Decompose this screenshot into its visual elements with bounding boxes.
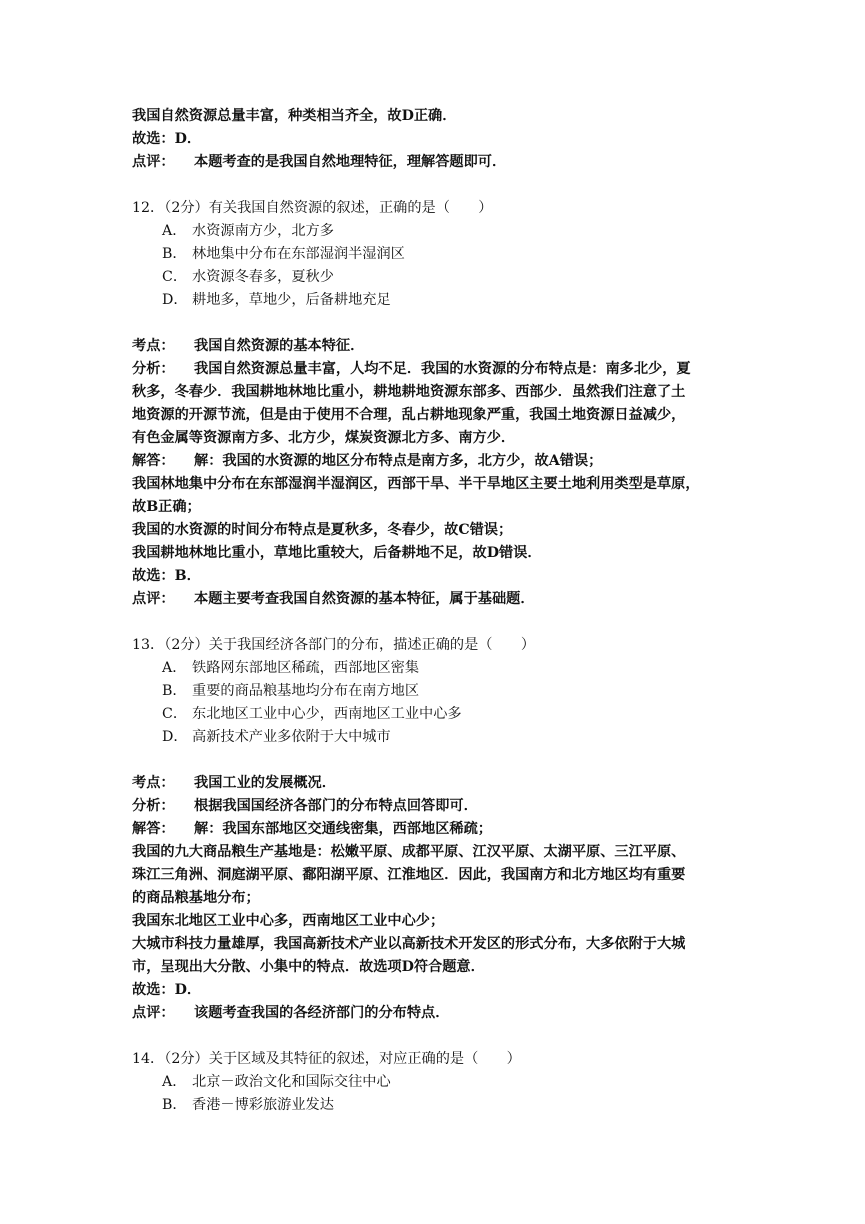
q14-option-a [162,1071,391,1094]
option-text: 重要的商品粮基地均分布在南方地区 [192,683,420,699]
option-text: 东北地区工业中心少，西南地区工业中心多 [192,706,462,722]
q12-option-c [162,266,334,289]
q12-stem: 12．（2分）有关我国自然资源的叙述，正确的是（ ） [132,200,493,216]
q13-option-b [162,680,419,703]
answer-text: 解：我国的水资源的地区分布特点是南方多，北方少，故A错误； [194,453,603,469]
q12-answer-line-5: 我国耕地林地比重小，草地比重较大，后备耕地不足，故D错误． [132,545,542,561]
option-letter: A． [162,1074,187,1090]
point-label: 考点： [132,338,175,354]
option-text: 北京－政治文化和国际交往中心 [192,1074,391,1090]
option-letter: B． [162,1097,187,1113]
q14-stem: 14．（2分）关于区域及其特征的叙述，对应正确的是（ ） [132,1051,521,1067]
q12-analysis-line-1 [132,358,691,381]
q12-option-b [162,243,405,266]
q12-analysis-line-2: 秋多，冬春少．我国耕地林地比重小，耕地耕地资源东部多、西部少．虽然我们注意了土 [132,384,686,400]
answer-label: 解答： [132,821,175,837]
option-text: 高新技术产业多依附于大中城市 [192,729,391,745]
q13-option-c [162,703,462,726]
select-value: D． [174,131,202,147]
q12-point [132,335,364,358]
option-text: 水资源冬春多，夏秋少 [192,269,334,285]
option-letter: A． [162,660,187,676]
q13-select [132,979,201,1002]
q13-answer-line-5: 我国东北地区工业中心多，西南地区工业中心少； [132,913,445,929]
prev-conclusion: 我国自然资源总量丰富，种类相当齐全，故D正确． [132,108,457,124]
point-text: 我国自然资源的基本特征． [194,338,365,354]
q12-answer-line-4: 我国的水资源的时间分布特点是夏秋多，冬春少，故C错误； [132,522,513,538]
option-letter: C． [162,269,188,285]
option-letter: A． [162,223,187,239]
q14-option-b [162,1094,334,1117]
select-value: B． [174,568,201,584]
option-letter: B． [162,246,187,262]
q13-answer-line-1 [132,818,492,841]
q13-stem: 13．（2分）关于我国经济各部门的分布，描述正确的是（ ） [132,637,536,653]
q13-answer-line-6: 大城市科技力量雄厚，我国高新技术产业以高新技术开发区的形式分布，大多依附于大城 [132,936,686,952]
review-text: 本题主要考查我国自然资源的基本特征，属于基础题． [194,591,535,607]
q13-answer-line-2: 我国的九大商品粮生产基地是：松嫩平原、成都平原、江汉平原、太湖平原、三江平原、 [132,844,686,860]
option-text: 铁路网东部地区稀疏，西部地区密集 [192,660,420,676]
q12-answer-line-1 [132,450,602,473]
review-label: 点评： [132,591,175,607]
q12-analysis-line-3: 地资源的开源节流，但是由于使用不合理，乱占耕地现象严重，我国土地资源日益减少， [132,407,686,423]
q12-option-d [162,289,391,312]
analysis-label: 分析： [132,798,175,814]
q13-review [132,1002,449,1025]
q12-answer-line-2: 我国林地集中分布在东部湿润半湿润区，西部干旱、半干旱地区主要土地利用类型是草原， [132,476,700,492]
review-text: 该题考查我国的各经济部门的分布特点． [194,1005,450,1021]
review-label: 点评： [132,154,175,170]
select-label: 故选： [132,568,175,584]
q12-option-a [162,220,334,243]
option-text: 香港－博彩旅游业发达 [192,1097,334,1113]
point-label: 考点： [132,775,175,791]
q12-answer-line-3: 故B正确； [132,499,201,515]
option-text: 耕地多，草地少，后备耕地充足 [192,292,391,308]
analysis-text: 根据我国国经济各部门的分布特点回答即可． [194,798,478,814]
q13-answer-line-4: 的商品粮基地分布； [132,890,260,906]
review-text: 本题考查的是我国自然地理特征，理解答题即可． [194,154,507,170]
q12-review [132,588,535,611]
answer-text: 解：我国东部地区交通线密集，西部地区稀疏； [194,821,492,837]
q13-answer-line-3: 珠江三角洲、洞庭湖平原、鄱阳湖平原、江淮地区．因此，我国南方和北方地区均有重要 [132,867,686,883]
select-value: D． [174,982,202,998]
prev-review [132,151,506,174]
option-letter: C． [162,706,188,722]
analysis-label: 分析： [132,361,175,377]
review-label: 点评： [132,1005,175,1021]
option-text: 林地集中分布在东部湿润半湿润区 [192,246,405,262]
option-text: 水资源南方少，北方多 [192,223,334,239]
option-letter: B． [162,683,187,699]
answer-label: 解答： [132,453,175,469]
q13-option-a [162,657,419,680]
q12-analysis-line-4: 有色金属等资源南方多、北方少，煤炭资源北方多、南方少． [132,430,516,446]
select-label: 故选： [132,131,175,147]
select-label: 故选： [132,982,175,998]
analysis-text: 我国自然资源总量丰富，人均不足．我国的水资源的分布特点是：南多北少，夏 [194,361,691,377]
option-letter: D． [162,729,188,745]
option-letter: D． [162,292,188,308]
q12-select [132,565,201,588]
prev-select [132,128,201,151]
q13-point [132,772,336,795]
q13-option-d [162,726,391,749]
q13-analysis-line-1 [132,795,478,818]
point-text: 我国工业的发展概况． [194,775,336,791]
q13-answer-line-7: 市，呈现出大分散、小集中的特点．故选项D符合题意． [132,959,485,975]
